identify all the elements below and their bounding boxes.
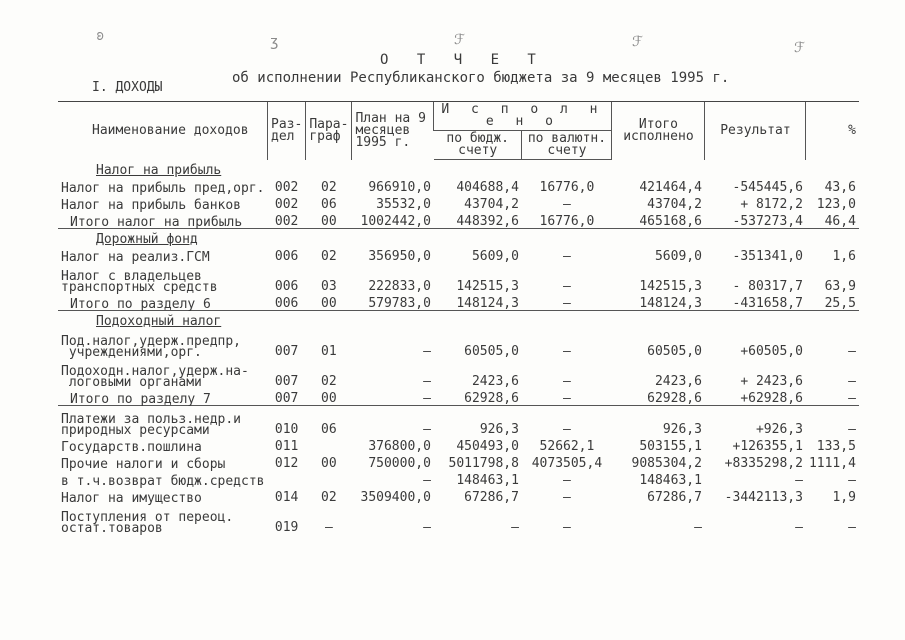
table-row xyxy=(58,470,859,487)
subtotal-row xyxy=(58,211,859,229)
row-currency: – xyxy=(522,388,612,406)
table-row xyxy=(58,263,859,293)
row-plan: – xyxy=(423,422,431,437)
row-razdel: 002 xyxy=(274,180,299,195)
row-currency: – xyxy=(563,249,571,264)
group-heading: Налог на прибыль xyxy=(96,163,222,178)
header-result: Результат xyxy=(705,102,806,160)
row-name: Налог на реализ.ГСМ xyxy=(61,250,210,265)
row-pct: – xyxy=(848,344,856,359)
row-name: Прочие налоги и сборы xyxy=(61,457,226,472)
row-plan: 35532,0 xyxy=(376,197,431,212)
handwritten-mark: ℱ xyxy=(454,32,466,48)
row-paragraf: 02 xyxy=(321,180,337,195)
row-name: Подоходн.налог,удерж.на- логовыми органами xyxy=(61,364,249,390)
row-pct: – xyxy=(848,422,856,437)
header-itogo: Итого исполнено xyxy=(612,102,705,160)
row-razdel: 006 xyxy=(274,279,299,294)
row-budget: 67286,7 xyxy=(464,490,519,505)
row-razdel: 002 xyxy=(274,197,299,212)
group-heading-row xyxy=(58,160,859,178)
row-name: Под.налог,удерж.предпр, учреждениями,орг. xyxy=(61,334,242,360)
row-plan: – xyxy=(423,473,431,488)
row-razdel: 006 xyxy=(274,249,299,264)
row-result: -3442113,3 xyxy=(724,490,803,505)
table-row xyxy=(58,328,859,358)
row-budget: 148124,3 xyxy=(434,293,522,311)
row-currency: – xyxy=(563,197,571,212)
row-name: Государств.пошлина xyxy=(61,440,202,455)
row-total: 9085304,2 xyxy=(631,456,702,471)
row-razdel: 011 xyxy=(274,439,299,454)
table-row xyxy=(58,246,859,263)
row-razdel: 019 xyxy=(274,520,299,535)
row-plan: – xyxy=(352,388,434,406)
row-pct: 63,9 xyxy=(824,279,856,294)
row-paragraf: 00 xyxy=(306,388,352,406)
row-result: -545445,6 xyxy=(732,180,803,195)
row-total: 926,3 xyxy=(662,422,702,437)
row-name: Налог на прибыль пред,орг. xyxy=(61,181,265,196)
row-razdel: 007 xyxy=(274,344,299,359)
row-paragraf: 02 xyxy=(321,374,337,389)
row-total: 43704,2 xyxy=(647,197,702,212)
row-plan: 750000,0 xyxy=(368,456,431,471)
row-pct: 25,5 xyxy=(806,293,859,311)
row-plan: 1002442,0 xyxy=(352,211,434,229)
row-budget: 5609,0 xyxy=(471,249,519,264)
header-pct: % xyxy=(806,102,859,160)
group-heading-row xyxy=(58,311,859,329)
row-budget: – xyxy=(511,520,519,535)
row-total: 60505,0 xyxy=(647,344,702,359)
row-razdel: 006 xyxy=(268,293,306,311)
row-pct: – xyxy=(848,520,856,535)
row-currency: – xyxy=(563,374,571,389)
row-name: Налог на имущество xyxy=(61,491,202,506)
row-paragraf xyxy=(306,470,352,487)
row-result: +126355,1 xyxy=(732,439,803,454)
row-paragraf: 02 xyxy=(321,249,337,264)
handwritten-mark: ʒ xyxy=(270,34,279,50)
row-result: + 2423,6 xyxy=(740,374,803,389)
table-row xyxy=(58,358,859,388)
row-razdel: 007 xyxy=(268,388,306,406)
header-paragraf: Пара- граф xyxy=(306,102,352,160)
row-paragraf: 06 xyxy=(321,197,337,212)
table-row xyxy=(58,406,859,437)
row-result: +926,3 xyxy=(755,422,803,437)
row-budget: 450493,0 xyxy=(456,439,519,454)
row-razdel: 002 xyxy=(268,211,306,229)
row-paragraf: 03 xyxy=(321,279,337,294)
subtotal-row xyxy=(58,388,859,406)
row-currency: – xyxy=(563,344,571,359)
row-razdel xyxy=(268,470,306,487)
row-paragraf xyxy=(306,436,352,453)
row-result: +60505,0 xyxy=(740,344,803,359)
row-name: Налог с владельцев транспортных средств xyxy=(61,269,218,295)
row-pct: 133,5 xyxy=(816,439,856,454)
row-name: Налог на прибыль банков xyxy=(61,198,242,213)
row-budget: 62928,6 xyxy=(434,388,522,406)
row-result: – xyxy=(795,520,803,535)
row-plan: 966910,0 xyxy=(368,180,431,195)
header-name: Наименование доходов xyxy=(58,102,268,160)
row-plan: 3509400,0 xyxy=(360,490,431,505)
row-total: 142515,3 xyxy=(639,279,702,294)
income-table xyxy=(58,101,859,534)
row-currency: – xyxy=(522,293,612,311)
row-paragraf: 00 xyxy=(306,293,352,311)
row-total: 67286,7 xyxy=(647,490,702,505)
table-row xyxy=(58,487,859,504)
row-currency: – xyxy=(563,279,571,294)
row-pct: 46,4 xyxy=(806,211,859,229)
row-currency: 16776,0 xyxy=(522,211,612,229)
row-pct: – xyxy=(806,388,859,406)
row-currency: – xyxy=(563,422,571,437)
row-result: -431658,7 xyxy=(705,293,806,311)
row-budget: 404688,4 xyxy=(456,180,519,195)
row-total: 2423,6 xyxy=(654,374,702,389)
row-currency: – xyxy=(563,520,571,535)
row-paragraf: 00 xyxy=(306,211,352,229)
row-razdel: 014 xyxy=(274,490,299,505)
handwritten-mark: ℱ xyxy=(632,34,644,50)
row-budget: 43704,2 xyxy=(464,197,519,212)
row-result: +62928,6 xyxy=(705,388,806,406)
handwritten-mark: ʚ xyxy=(96,28,105,44)
row-plan: – xyxy=(423,520,431,535)
row-result: -351341,0 xyxy=(732,249,803,264)
table-row xyxy=(58,436,859,453)
row-razdel: 010 xyxy=(274,422,299,437)
row-currency: 16776,0 xyxy=(539,180,595,195)
row-result: +8335298,2 xyxy=(724,456,803,471)
row-total: 421464,4 xyxy=(639,180,702,195)
row-paragraf: 00 xyxy=(321,456,337,471)
handwritten-mark: ℱ xyxy=(794,40,806,56)
row-plan: 356950,0 xyxy=(368,249,431,264)
header-plan: План на 9 месяцев 1995 г. xyxy=(352,102,434,160)
row-budget: 448392,6 xyxy=(434,211,522,229)
row-razdel: 012 xyxy=(274,456,299,471)
report-subtitle: об исполнении Республиканского бюджета за 9 месяцев 1995 г. xyxy=(232,70,730,86)
row-pct: 1,6 xyxy=(832,249,856,264)
row-currency: – xyxy=(563,473,571,488)
table-row xyxy=(58,504,859,534)
row-result: – xyxy=(795,473,803,488)
group-heading-row xyxy=(58,229,859,247)
report-title: О Т Ч Е Т xyxy=(380,52,546,68)
row-plan: 222833,0 xyxy=(368,279,431,294)
header-currency: по валютн. счету xyxy=(522,131,612,160)
row-plan: 376800,0 xyxy=(368,439,431,454)
row-currency: 52662,1 xyxy=(539,439,595,454)
row-total: – xyxy=(694,520,702,535)
row-paragraf: 06 xyxy=(321,422,337,437)
row-plan: 579783,0 xyxy=(352,293,434,311)
row-name: в т.ч.возврат бюдж.средств xyxy=(61,474,265,489)
row-pct: 123,0 xyxy=(816,197,856,212)
row-currency: – xyxy=(563,490,571,505)
row-name: Поступления от переоц. остат.товаров xyxy=(61,510,234,536)
row-pct: 1111,4 xyxy=(808,456,856,471)
row-budget: 142515,3 xyxy=(456,279,519,294)
row-budget: 2423,6 xyxy=(471,374,519,389)
table-row xyxy=(58,194,859,211)
group-heading: Дорожный фонд xyxy=(96,232,198,247)
row-pct: 1,9 xyxy=(832,490,856,505)
row-name: Итого по разделу 7 xyxy=(58,388,268,406)
row-total: 148463,1 xyxy=(639,473,702,488)
row-total: 148124,3 xyxy=(612,293,705,311)
row-paragraf: – xyxy=(324,520,333,535)
row-result: - 80317,7 xyxy=(732,279,803,294)
row-plan: – xyxy=(423,374,431,389)
row-total: 503155,1 xyxy=(639,439,702,454)
subtotal-row xyxy=(58,293,859,311)
row-currency: 4073505,4 xyxy=(531,456,603,471)
row-total: 465168,6 xyxy=(612,211,705,229)
table-row xyxy=(58,453,859,470)
row-result: -537273,4 xyxy=(705,211,806,229)
row-paragraf: 02 xyxy=(321,490,337,505)
row-budget: 60505,0 xyxy=(464,344,519,359)
row-total: 5609,0 xyxy=(654,249,702,264)
row-name: Платежи за польз.недр.и природных ресурсами xyxy=(61,412,242,438)
row-result: + 8172,2 xyxy=(740,197,803,212)
header-razdel: Раз- дел xyxy=(268,102,306,160)
group-heading: Подоходный налог xyxy=(96,314,222,329)
header-ispolneno: И с п о л н е н о xyxy=(434,102,612,131)
row-budget: 5011798,8 xyxy=(448,456,519,471)
row-plan: – xyxy=(423,344,431,359)
row-name: Итого по разделу 6 xyxy=(58,293,268,311)
row-pct: – xyxy=(848,473,856,488)
section-heading: I. ДОХОДЫ xyxy=(92,80,163,95)
header-budget: по бюдж. счету xyxy=(434,131,522,160)
row-name: Итого налог на прибыль xyxy=(58,211,268,229)
table-row xyxy=(58,177,859,194)
row-pct: – xyxy=(848,374,856,389)
row-total: 62928,6 xyxy=(612,388,705,406)
row-budget: 148463,1 xyxy=(456,473,519,488)
row-pct: 43,6 xyxy=(824,180,856,195)
row-budget: 926,3 xyxy=(479,422,519,437)
row-paragraf: 01 xyxy=(321,344,337,359)
row-razdel: 007 xyxy=(274,374,299,389)
